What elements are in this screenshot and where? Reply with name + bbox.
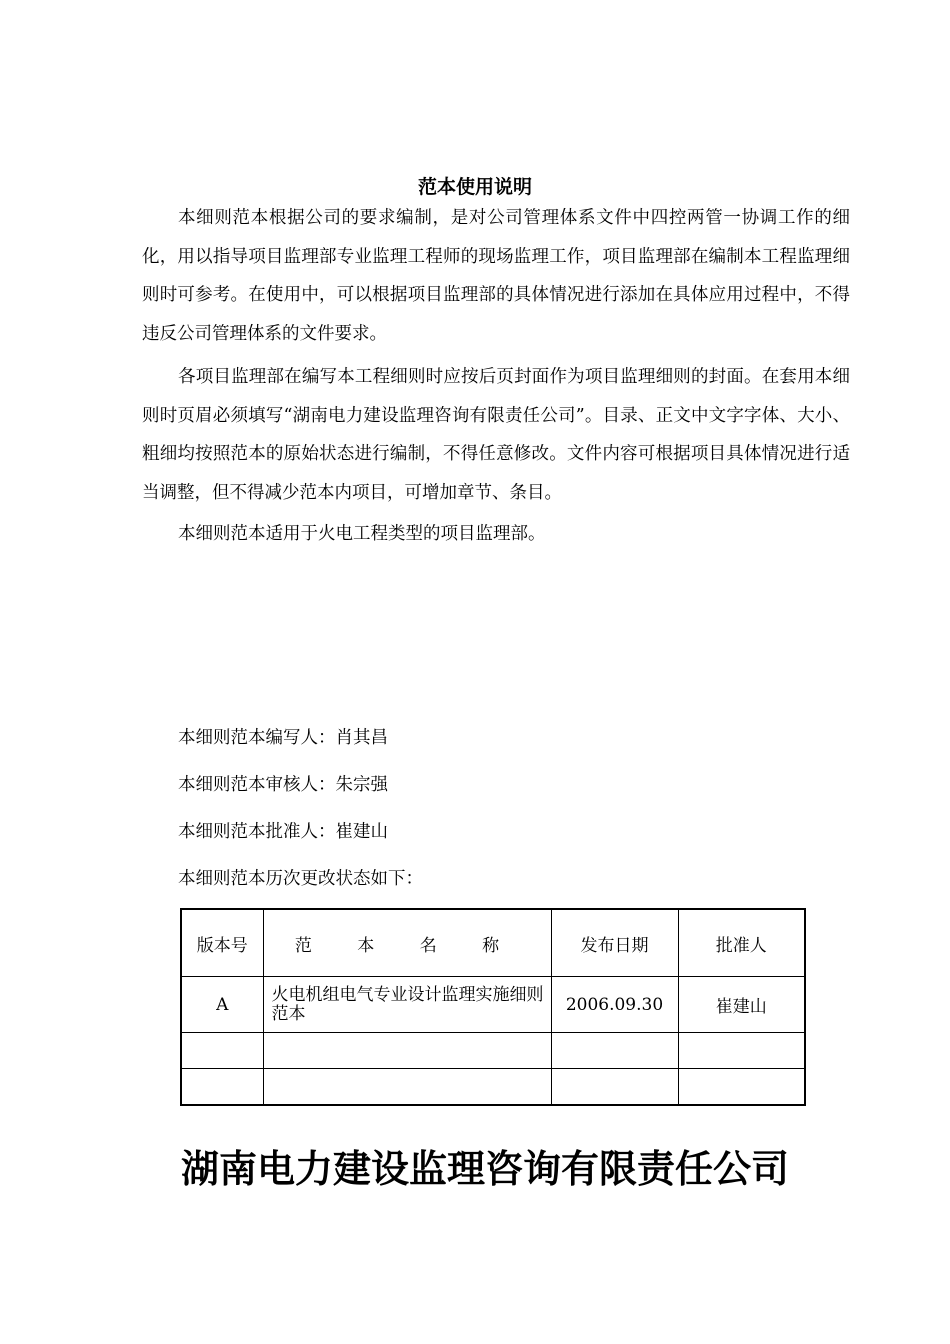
company-name: 湖南电力建设监理咨询有限责任公司	[180, 1147, 789, 1191]
cell-approver: 崔建山	[678, 977, 805, 1033]
cell-name	[263, 1069, 551, 1106]
cell-name: 火电机组电气专业设计监理实施细则范本	[263, 977, 551, 1033]
page-title: 范本使用说明	[417, 176, 532, 198]
cell-version	[181, 1069, 263, 1106]
header-version: 版本号	[181, 909, 263, 977]
cell-date	[551, 1033, 678, 1069]
cell-date: 2006.09.30	[551, 977, 678, 1033]
revision-history-intro: 本细则范本历次更改状态如下：	[178, 869, 423, 889]
table-row	[181, 1069, 805, 1106]
header-name: 范 本 名 称	[263, 909, 551, 977]
credit-approver: 本细则范本批准人：崔建山	[178, 822, 388, 842]
paragraph-scope: 本细则范本适用于火电工程类型的项目监理部。	[178, 524, 546, 544]
credit-writer: 本细则范本编写人：肖其昌	[178, 728, 388, 748]
header-date: 发布日期	[551, 909, 678, 977]
revision-table	[180, 908, 806, 1106]
cell-date	[551, 1069, 678, 1106]
cell-version: A	[181, 977, 263, 1033]
paragraph-cover-requirements: 各项目监理部在编写本工程细则时应按后页封面作为项目监理细则的封面。在套用本细则时页眉必须填写“湖南电力建设监理咨询有限责任公司”。目录、正文中文字字体、大小、粗细均按照范本的原始状态进行编制，不得任意修改。文件内容可根据项目具体情况进行适当调整，但不得减少范本内项目，可增加章节、条目。	[142, 367, 850, 503]
cell-approver	[678, 1033, 805, 1069]
cell-name	[263, 1033, 551, 1069]
cell-approver	[678, 1069, 805, 1106]
table-row	[181, 977, 805, 1033]
table-row	[181, 1033, 805, 1069]
header-approver: 批准人	[678, 909, 805, 977]
table-header-row	[181, 909, 805, 977]
credit-reviewer: 本细则范本审核人：朱宗强	[178, 775, 388, 795]
paragraph-usage-basis: 本细则范本根据公司的要求编制，是对公司管理体系文件中四控两管一协调工作的细化，用以指导项目监理部专业监理工程师的现场监理工作，项目监理部在编制本工程监理细则时可参考。在使用中，可以根据项目监理部的具体情况进行添加在具体应用过程中，不得违反公司管理体系的文件要求。	[142, 208, 850, 344]
cell-version	[181, 1033, 263, 1069]
